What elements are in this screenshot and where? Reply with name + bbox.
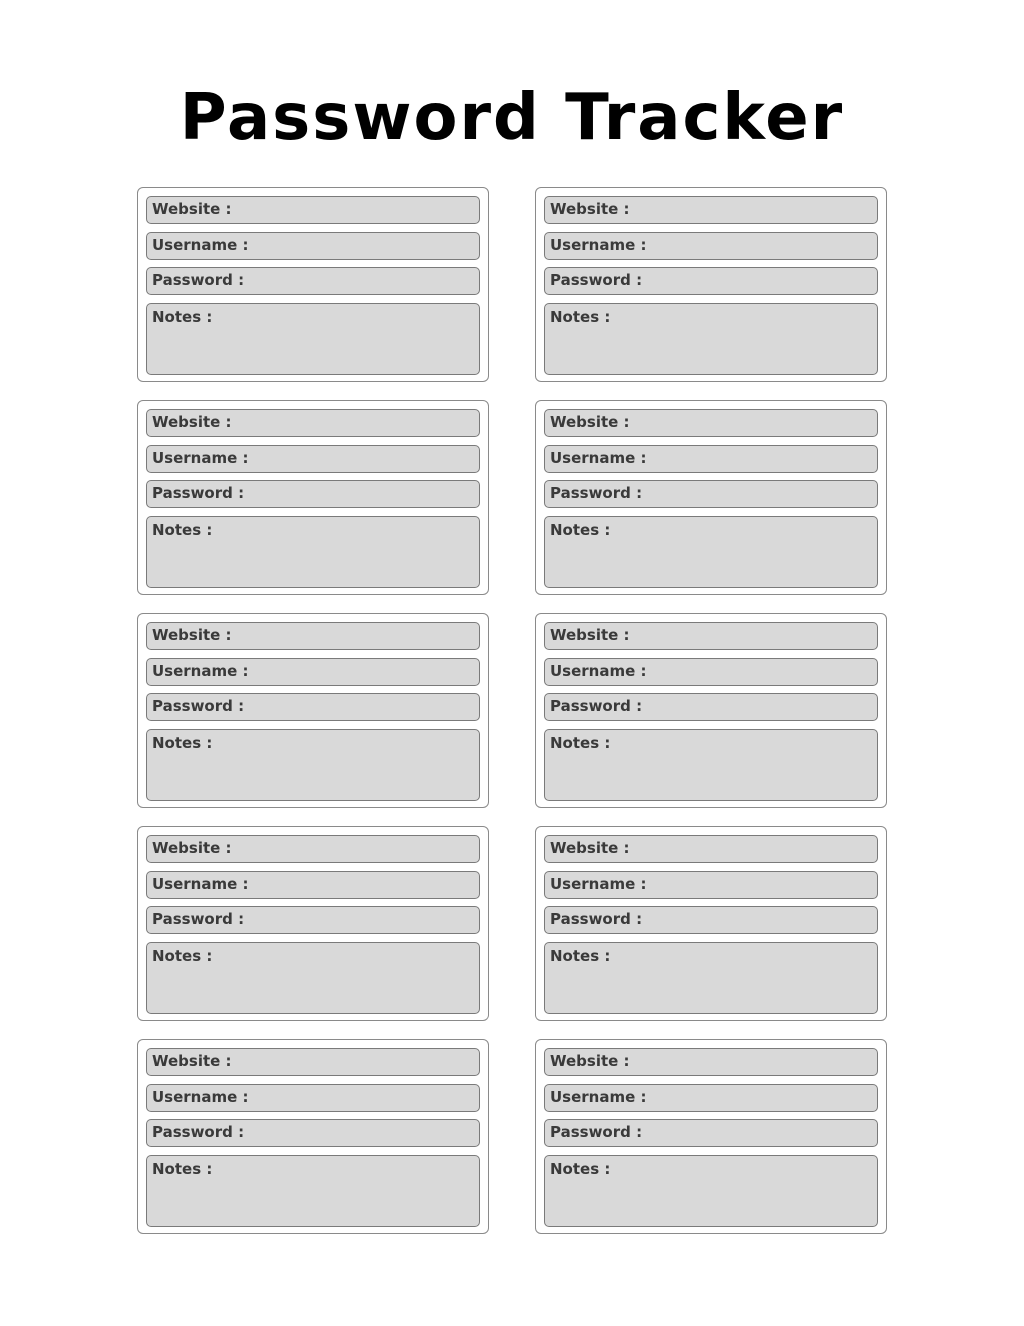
website-label: Website : [550, 839, 630, 857]
password-entry-card [535, 826, 887, 1021]
notes-field[interactable] [544, 303, 878, 375]
notes-label: Notes : [152, 307, 213, 326]
username-input[interactable] [651, 236, 877, 254]
password-input[interactable] [646, 484, 877, 502]
username-input[interactable] [651, 449, 877, 467]
password-input[interactable] [248, 697, 479, 715]
password-input[interactable] [248, 484, 479, 502]
notes-field[interactable] [146, 942, 480, 1014]
password-entry-card [535, 1039, 887, 1234]
notes-label: Notes : [550, 1159, 611, 1178]
notes-input[interactable] [216, 947, 479, 1005]
username-label: Username : [550, 448, 647, 467]
notes-label: Notes : [550, 520, 611, 539]
username-label: Username : [550, 235, 647, 254]
page-title: Password Tracker [179, 81, 845, 155]
notes-field[interactable] [544, 1155, 878, 1227]
username-field[interactable] [146, 658, 480, 686]
website-label: Website : [152, 413, 232, 431]
website-input[interactable] [634, 200, 877, 218]
password-field[interactable] [146, 480, 480, 508]
notes-label: Notes : [550, 733, 611, 752]
website-field[interactable] [544, 409, 878, 437]
website-field[interactable] [544, 835, 878, 863]
password-entry-card [137, 826, 489, 1021]
notes-field[interactable] [146, 303, 480, 375]
username-field[interactable] [544, 232, 878, 260]
notes-input[interactable] [216, 734, 479, 792]
username-field[interactable] [146, 871, 480, 899]
password-entry-card [535, 613, 887, 808]
website-label: Website : [152, 1052, 232, 1070]
website-input[interactable] [634, 839, 877, 857]
website-field[interactable] [146, 196, 480, 224]
password-input[interactable] [646, 1123, 877, 1141]
username-field[interactable] [544, 871, 878, 899]
notes-input[interactable] [216, 521, 479, 579]
website-field[interactable] [544, 622, 878, 650]
password-field[interactable] [146, 906, 480, 934]
password-field[interactable] [544, 1119, 878, 1147]
website-input[interactable] [236, 200, 479, 218]
username-input[interactable] [253, 449, 479, 467]
website-input[interactable] [634, 1052, 877, 1070]
website-input[interactable] [236, 626, 479, 644]
username-field[interactable] [146, 445, 480, 473]
notes-input[interactable] [614, 734, 877, 792]
password-entry-card [137, 1039, 489, 1234]
password-field[interactable] [146, 1119, 480, 1147]
username-label: Username : [550, 661, 647, 680]
username-input[interactable] [253, 662, 479, 680]
password-entry-card [137, 613, 489, 808]
password-label: Password : [550, 1123, 643, 1141]
website-field[interactable] [146, 409, 480, 437]
notes-input[interactable] [614, 521, 877, 579]
username-field[interactable] [544, 1084, 878, 1112]
password-entry-card [535, 400, 887, 595]
password-label: Password : [550, 484, 643, 502]
password-field[interactable] [544, 906, 878, 934]
username-field[interactable] [146, 232, 480, 260]
notes-input[interactable] [216, 1160, 479, 1218]
notes-input[interactable] [614, 947, 877, 1005]
website-field[interactable] [544, 1048, 878, 1076]
notes-field[interactable] [544, 729, 878, 801]
notes-field[interactable] [146, 516, 480, 588]
username-label: Username : [152, 448, 249, 467]
website-label: Website : [550, 626, 630, 644]
password-label: Password : [152, 271, 245, 289]
notes-label: Notes : [152, 1159, 213, 1178]
username-label: Username : [152, 1087, 249, 1106]
notes-input[interactable] [614, 308, 877, 366]
website-input[interactable] [236, 1052, 479, 1070]
website-field[interactable] [146, 622, 480, 650]
website-field[interactable] [146, 835, 480, 863]
password-label: Password : [152, 484, 245, 502]
website-label: Website : [550, 413, 630, 431]
password-entry-card [535, 187, 887, 382]
website-label: Website : [550, 200, 630, 218]
website-field[interactable] [146, 1048, 480, 1076]
username-input[interactable] [651, 1088, 877, 1106]
password-input[interactable] [646, 910, 877, 928]
notes-input[interactable] [614, 1160, 877, 1218]
notes-field[interactable] [146, 1155, 480, 1227]
website-field[interactable] [544, 196, 878, 224]
username-input[interactable] [253, 1088, 479, 1106]
password-entry-card [137, 187, 489, 382]
password-input[interactable] [248, 271, 479, 289]
password-input[interactable] [646, 697, 877, 715]
password-input[interactable] [646, 271, 877, 289]
password-label: Password : [550, 271, 643, 289]
notes-field[interactable] [544, 942, 878, 1014]
username-field[interactable] [146, 1084, 480, 1112]
notes-label: Notes : [550, 307, 611, 326]
website-input[interactable] [236, 413, 479, 431]
password-entry-grid [137, 187, 887, 1234]
password-label: Password : [152, 1123, 245, 1141]
password-field[interactable] [146, 267, 480, 295]
notes-label: Notes : [152, 733, 213, 752]
notes-field[interactable] [146, 729, 480, 801]
password-field[interactable] [146, 693, 480, 721]
username-label: Username : [550, 1087, 647, 1106]
username-input[interactable] [651, 875, 877, 893]
notes-input[interactable] [216, 308, 479, 366]
password-field[interactable] [544, 480, 878, 508]
notes-label: Notes : [152, 520, 213, 539]
notes-label: Notes : [550, 946, 611, 965]
password-field[interactable] [544, 693, 878, 721]
username-label: Username : [152, 235, 249, 254]
username-input[interactable] [253, 236, 479, 254]
username-input[interactable] [253, 875, 479, 893]
username-label: Username : [152, 661, 249, 680]
password-label: Password : [152, 910, 245, 928]
password-label: Password : [550, 910, 643, 928]
website-label: Website : [152, 200, 232, 218]
username-field[interactable] [544, 658, 878, 686]
notes-field[interactable] [544, 516, 878, 588]
website-label: Website : [550, 1052, 630, 1070]
password-input[interactable] [248, 910, 479, 928]
password-field[interactable] [544, 267, 878, 295]
password-label: Password : [152, 697, 245, 715]
website-input[interactable] [634, 626, 877, 644]
username-input[interactable] [651, 662, 877, 680]
username-label: Username : [550, 874, 647, 893]
website-input[interactable] [634, 413, 877, 431]
username-label: Username : [152, 874, 249, 893]
website-label: Website : [152, 839, 232, 857]
website-label: Website : [152, 626, 232, 644]
notes-label: Notes : [152, 946, 213, 965]
username-field[interactable] [544, 445, 878, 473]
password-input[interactable] [248, 1123, 479, 1141]
password-label: Password : [550, 697, 643, 715]
website-input[interactable] [236, 839, 479, 857]
password-entry-card [137, 400, 489, 595]
